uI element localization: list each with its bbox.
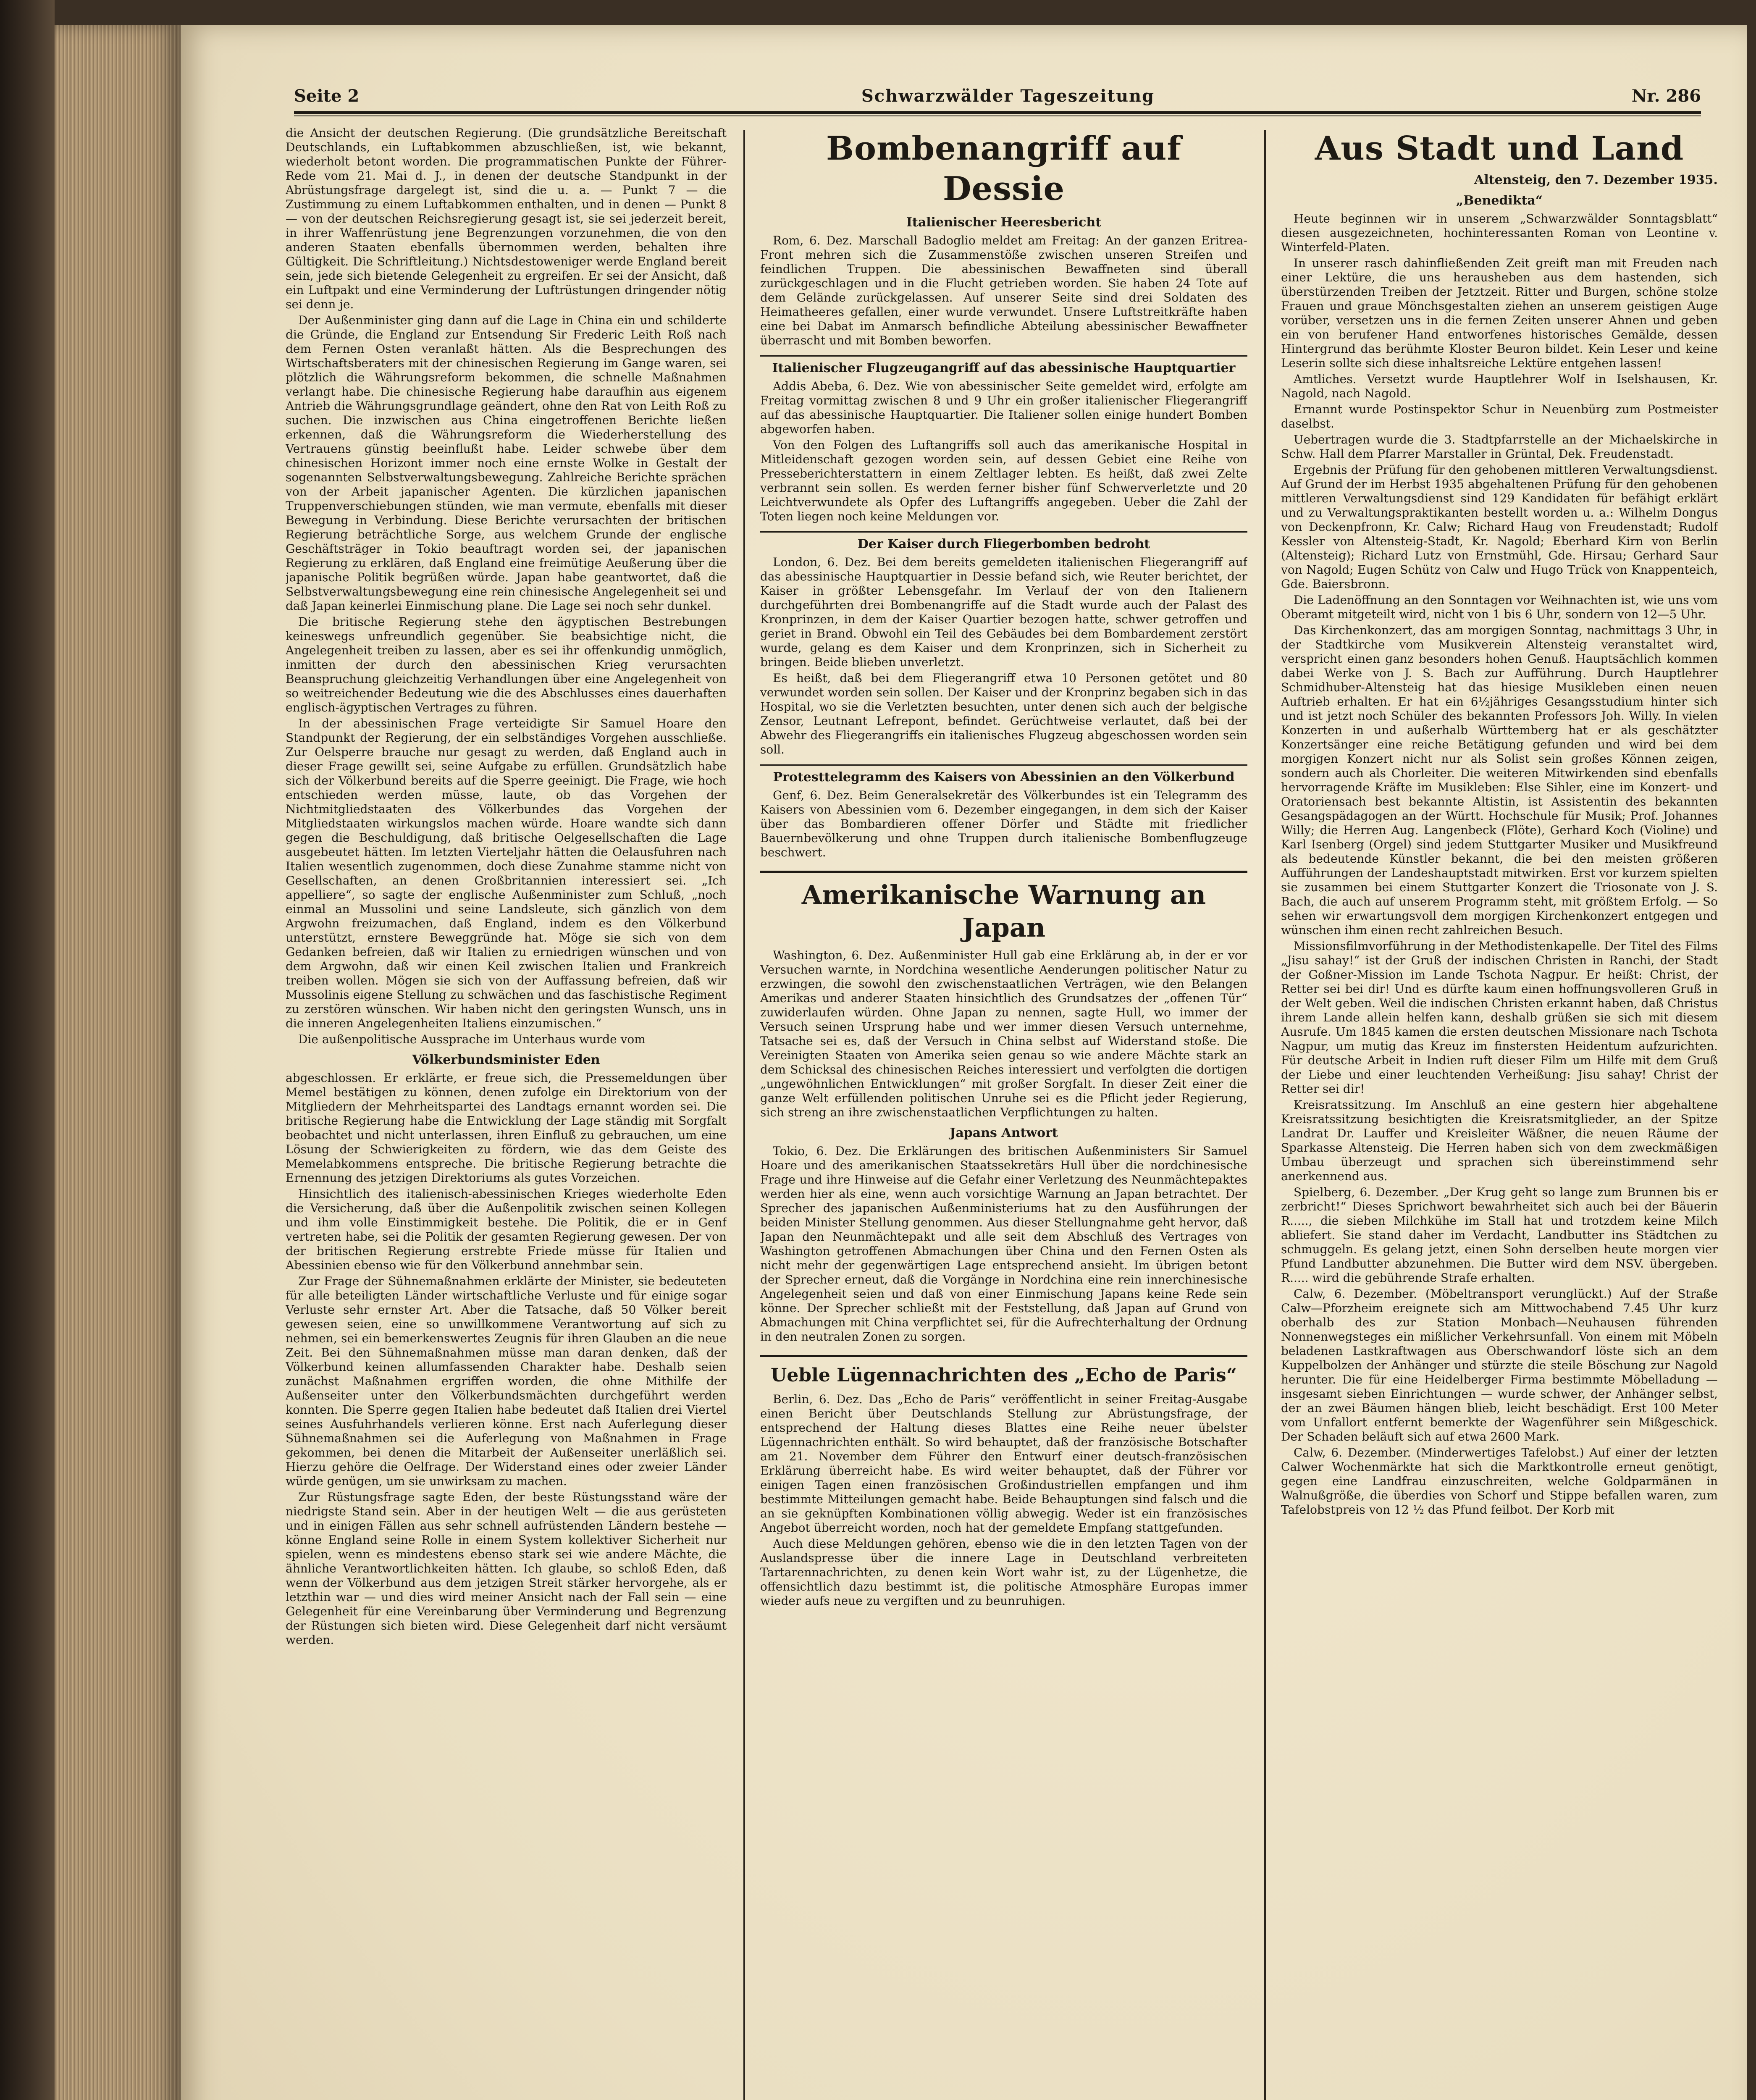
article-paragraph: Tokio, 6. Dez. Die Erklärungen des britischen Außenministers Sir Samuel Hoare und des amerikanischen Staatssekretärs Hull über die nordchinesische Frage und ihre Hinweise auf die Gefahr einer Verletzung des Neunmächtepaktes werden hier als eine, wenn auch vorsichtige Warnung an Japan betrachtet. Der Sprecher des japanischen Außenministeriums hat zu den Ausführungen der beiden Minister Stellung genommen. Aus dieser Stellungnahme geht hervor, daß Japan den Neunmächtepakt und alle seit dem Abschluß des Vertrages von Washington getroffenen Abmachungen über China und den Fernen Osten als nicht mehr der gegenwärtigen Lage entsprechend ansieht. Im übrigen betont der Sprecher erneut, daß die Vorgänge in Nordchina eine rein innerchinesische Angelegenheit seien und daß von einer Einmischung Japans keine Rede sein könne. Der Sprecher schließt mit der Feststellung, daß Japan auf Grund von Abmachungen mit China verpflichtet sei, für die Aufrechterhaltung der Ordnung in den neutralen Zonen zu sorgen. <box>760 1144 1247 1344</box>
subheading: Italienischer Heeresbericht <box>906 215 1102 230</box>
article-paragraph: Die außenpolitische Aussprache im Unterhaus wurde vom <box>298 1032 646 1046</box>
article-paragraph: Von den Folgen des Luftangriffs soll auch das amerikanische Hospital in Mitleidenschaft gezogen worden sein, auf dessen Gebiet eine Reihe von Presseberichterstattern in einem Zeltlager lebten. Es heißt, daß zwei Zelte verbrannt sein sollen. Es werden ferner bisher fünf Schwerverletzte und 20 Leichtverwundete als Opfer des Luftangriffs angegeben. Ueber die Zahl der Toten liegen noch keine Meldungen vor. <box>760 438 1247 523</box>
article-paragraph: Die britische Regierung stehe den ägyptischen Bestrebungen keineswegs unfreundlich gegenüber. Sie beabsichtige nicht, die Angelegenheit treiben zu lassen, aber es sei ihr offenkundig unmöglich, inmitten der durch den abessinischen Krieg verursachten Beanspruchung gleichzeitig Verhandlungen über eine Angelegenheit von so weitreichender Bedeutung wie die des Abschlusses eines dauerhaften englisch-ägyptischen Vertrages zu führen. <box>286 615 727 714</box>
headline: Aus Stadt und Land <box>1315 129 1684 168</box>
article-paragraph: Zur Frage der Sühnemaßnahmen erklärte der Minister, sie bedeuteten für alle beteiligten Länder wirtschaftliche Verluste und für einige sogar Verluste sehr ernster Art. Aber die Tatsache, daß 50 Völker bereit gewesen seien, eine so unwillkommene Verantwortung auf sich zu nehmen, sei ein bemerkenswertes Zeugnis für ihren Glauben an die neue Zeit. Bei den Sühnemaßnahmen müsse man daran denken, daß der Völkerbund keinen allumfassenden Charakter habe. Deshalb seien zunächst Maßnahmen ergriffen worden, die ohne Mithilfe der Außenseiter unter den Völkerbundsmächten durchgeführt werden konnten. Die Sperre gegen Italien habe bedeutet daß Italien drei Viertel seines Ausfuhrhandels verlieren könne. Erst nach Auferlegung dieser Sühnemaßnahmen sei die Auferlegung von Maßnahmen in Frage gekommen, bei denen die Mitarbeit der Außenseiter unerläßlich sei. Hierzu gehöre die Oelfrage. Der Widerstand eines oder zweier Länder würde genügen, um sie unwirksam zu machen. <box>286 1274 727 1488</box>
subheading: „Benedikta“ <box>1456 193 1543 208</box>
article-paragraph: Calw, 6. Dezember. (Möbeltransport verunglückt.) Auf der Straße Calw—Pforzheim ereignete sich am Mittwochabend 7.45 Uhr kurz oberhalb des zur Station Monbach—Neuhausen führenden Nonnenwegsteges ein mißlicher Verkehrsunfall. Von einem mit Möbeln beladenen Lastkraftwagen aus Oberschwandorf löste sich an dem Kuppelbolzen der Anhänger und stürzte die steile Böschung zur Nagold herunter. Die für eine Heidelberger Firma bestimmte Möbelladung — insgesamt sieben Einrichtungen — wurde schwer, der Anhänger selbst, der an zwei Bäumen hängen blieb, leicht beschädigt. Erst 100 Meter vom Unfallort entfernt bemerkte der Wagenführer sein Mißgeschick. Der Schaden beläuft sich auf etwa 2600 Mark. <box>1281 1287 1718 1444</box>
page-header <box>294 86 1701 124</box>
article-paragraph: Genf, 6. Dez. Beim Generalsekretär des Völkerbundes ist ein Telegramm des Kaisers von Abessinien vom 6. Dezember eingegangen, in dem sich der Kaiser über das Bombardieren offener Dörfer und Städte mit friedlicher Bauernbevölkerung und ohne Truppen durch italienische Bombenflugzeuge beschwert. <box>760 788 1247 859</box>
article-paragraph: Auch diese Meldungen gehören, ebenso wie die in den letzten Tagen von der Auslandspresse über die innere Lage in Deutschland verbreiteten Tartarennachrichten, zu denen kein Wort wahr ist, zu der Lügenhetze, die offensichtlich dazu bestimmt ist, die politische Atmosphäre Europas immer wieder aufs neue zu vergiften und zu beunruhigen. <box>760 1537 1247 1608</box>
article-paragraph: Calw, 6. Dezember. (Minderwertiges Tafelobst.) Auf einer der letzten Calwer Wochenmärkte hat sich die Marktkontrolle erneut genötigt, gegen eine Landfrau einzuschreiten, welche Goldparmänen in Walnußgröße, die überdies von Schorf und Stippe befallen waren, zum Tafelobstpreis von 12 ½ das Pfund feilbot. Der Korb mit <box>1281 1446 1718 1517</box>
headline: Amerikanische Warnung an Japan <box>760 871 1247 944</box>
article-paragraph: die Ansicht der deutschen Regierung. (Die grundsätzliche Bereitschaft Deutschlands, ein Luftabkommen abzuschließen, ist, wie bekannt, wiederholt betont worden. Die programmatischen Punkte der Führer-Rede vom 21. Mai d. J., in denen der deutsche Standpunkt in der Abrüstungsfrage dargelegt ist, sind die u. a. — Punkt 7 — die Zustimmung zu einem Luftabkommen enthalten, und in denen — Punkt 8 — von der deutschen Reichsregierung gesagt ist, sie sei jederzeit bereit, in ihrer Waffenrüstung jene Begrenzungen vorzunehmen, die von den anderen Staaten ebenfalls übernommen werden, behalten ihre Gültigkeit. Die Schriftleitung.) Nichtsdestoweniger werde England bereit sein, jede sich bietende Gelegenheit zu ergreifen. Er sei der Ansicht, daß ein Luftpakt und eine Verminderung der Luftrüstungen dringender nötig sei denn je. <box>286 126 727 311</box>
article-paragraph: Der Außenminister ging dann auf die Lage in China ein und schilderte die Gründe, die England zur Entsendung Sir Frederic Leith Roß nach dem Fernen Osten veranlaßt hätten. Als die Besprechungen des Wirtschaftsberaters mit der chinesischen Regierung im Gange waren, sei plötzlich die Währungsreform bekommen, die schnelle Maßnahmen verlangt habe. Die chinesische Regierung habe daraufhin aus eigenem Antrieb die Währungsgrundlage geändert, ohne den Rat von Leith Roß zu suchen. Die inzwischen aus China eingetroffenen Berichte ließen erkennen, daß die Währungsreform die Wiederherstellung des Vertrauens günstig beeinflußt habe. Leider schwebe über dem chinesischen Horizont immer noch eine ernste Wolke in Gestalt der sogenannten Selbstverwaltungsbewegung. Zahlreiche Berichte sprächen von der Arbeit japanischer Agenten. Die kürzlichen japanischen Truppenverschiebungen stünden, wie man vermute, ebenfalls mit dieser Bewegung in Verbindung. Diese Berichte verursachten der britischen Regierung beträchtliche Sorge, aus welchem Grunde der englische Geschäftsträger in Tokio beauftragt worden sei, der japanischen Regierung zu erklären, daß England eine freimütige Aeußerung über die japanische Politik begrüßen würde. Japan habe geantwortet, daß die Selbstverwaltungsbewegung eine rein chinesische Angelegenheit sei und daß Japan keinerlei Einmischung plane. Die Lage sei noch sehr dunkel. <box>286 313 727 613</box>
article-paragraph: Das Kirchenkonzert, das am morgigen Sonntag, nachmittags 3 Uhr, in der Stadtkirche vom Musikverein Altensteig veranstaltet wird, verspricht einen ganz besonders hohen Genuß. Hauptsächlich kommen dabei Werke von J. S. Bach zur Aufführung. Durch Hauptlehrer Schmidhuber-Altensteig hat das hiesige Musikleben einen neuen Auftrieb erhalten. Er hat ein 6½jähriges Gesangsstudium hinter sich und ist jetzt noch Schüler des bekannten Professors Joh. Willy. In vielen Konzerten in und außerhalb Württemberg hat er als geschätzter Konzertsänger eine reiche Betätigung gefunden und wird bei dem morgigen Konzert nicht nur als Solist sein großes Können zeigen, sondern auch als Chorleiter. Die weiteren Mitwirkenden sind ebenfalls hervorragende Kräfte im Musikleben: Else Sihler, eine im Konzert- und Oratoriensach best bekannte Altistin, ist Assistentin des bekannten Gesangspädagogen an der Württ. Hochschule für Musik; Prof. Johannes Willy; die Herren Aug. Langenbeck (Flöte), Gerhard Koch (Violine) und Karl Isenberg (Orgel) sind jedem Stuttgarter Musiker und Musikfreund als bedeutende Künstler bekannt, die bei den meisten größeren Aufführungen der Landeshauptstadt mitwirken. Erst vor kurzem spielten sie zusammen bei einem Stuttgarter Konzert die Triosonate von J. S. Bach, die auch auf unserem Programm steht, mit größtem Erfolg. — So sehen wir erwartungsvoll dem morgigen Kirchenkonzert entgegen und wünschen ihm einen recht zahlreichen Besuch. <box>1281 623 1718 937</box>
article-paragraph: Addis Abeba, 6. Dez. Wie von abessinischer Seite gemeldet wird, erfolgte am Freitag vormittag zwischen 8 und 9 Uhr ein großer italienischer Fliegerangriff auf das abessinische Hauptquartier. Die Italiener sollen einige hundert Bomben abgeworfen haben. <box>760 379 1247 436</box>
newspaper-title: Schwarzwälder Tageszeitung <box>861 86 1155 106</box>
article-paragraph: Washington, 6. Dez. Außenminister Hull gab eine Erklärung ab, in der er vor Versuchen warnte, in Nordchina wesentliche Aenderungen politischer Natur zu erzwingen, die sowohl den zwischenstaatlichen Verträgen, wie den Belangen Amerikas und anderer Staaten hinsichtlich des Grundsatzes der „offenen Tür“ zuwiderlaufen würden. Ohne Japan zu nennen, sagte Hull, wo immer der Versuch seinen Ursprung habe und wer immer diesen Versuch unternehme, Tatsache sei es, daß der Versuch in China selbst auf Widerstand stoße. Die Vereinigten Staaten von Amerika seien genau so wie andere Mächte stark an dem Schicksal des chinesischen Reiches interessiert und verfolgten die dortigen „ungewöhnlichen Entwicklungen“ mit großer Sorgfalt. In dieser Zeit einer die ganze Welt erfüllenden politischen Unruhe sei es die Pflicht jeder Regierung, sich streng an ihre zwischenstaatlichen Verpflichtungen zu halten. <box>760 948 1247 1119</box>
subheading: Japans Antwort <box>950 1126 1058 1140</box>
article-paragraph: Amtliches. Versetzt wurde Hauptlehrer Wolf in Iselshausen, Kr. Nagold, nach Nagold. <box>1281 372 1718 400</box>
article-paragraph: Heute beginnen wir in unserem „Schwarzwälder Sonntagsblatt“ diesen ausgezeichneten, hochinteressanten Roman von Leontine v. Winterfeld-Platen. <box>1281 212 1718 254</box>
article-paragraph: Missionsfilmvorführung in der Methodistenkapelle. Der Titel des Films „Jisu sahay!“ ist der Gruß der indischen Christen in Ranchi, der Stadt der Goßner-Mission im Lande Tschota Nagpur. Er heißt: Christ, der Retter sei bei dir! Und es dürfte kaum einen hoffnungsvolleren Gruß in der Welt geben. Weil die indischen Christen erkannt haben, daß Christus ihrem Lande allein helfen kann, deshalb grüßen sie sich mit diesem Ausrufe. Um 1845 kamen die ersten deutschen Missionare nach Tschota Nagpur, um mutig das Kreuz im finstersten Heidentum aufzurichten. Für deutsche Arbeit in Indien ruft dieser Film um Hilfe mit dem Gruß der Liebe und einer leuchtenden Verheißung: Jisu sahay! Christ der Retter sei dir! <box>1281 939 1718 1096</box>
article-paragraph: Zur Rüstungsfrage sagte Eden, der beste Rüstungsstand wäre der niedrigste Stand sein. Aber in der heutigen Welt — die aus gerüsteten und in einigen Fällen aus sehr schnell aufrüstenden Ländern bestehe — könne England seine Rolle in einem System kollektiver Sicherheit nur spielen, wenn es mindestens ebenso stark sei wie andere Mächte, die ähnliche Verantwortlichkeiten hätten. Ich glaube, so schloß Eden, daß wenn der Völkerbund aus dem jetzigen Streit stärker hervorgehe, als er letzthin war — und dies wird meiner Ansicht nach der Fall sein — eine Gelegenheit für eine Vereinbarung über Verminderung und Begrenzung der Rüstungen sich bieten wird. Diese Gelegenheit darf nicht versäumt werden. <box>286 1490 727 1647</box>
column-3 <box>1281 126 1718 2100</box>
article-paragraph: Rom, 6. Dez. Marschall Badoglio meldet am Freitag: An der ganzen Eritrea-Front mehren sich die Zusammenstöße zwischen unseren Streifen und feindlichen Truppen. Die abessinischen Bewaffneten sind überall zurückgeschlagen und in die Flucht getrieben worden. Sie haben 24 Tote auf dem Gelände zurückgelassen. Auf unserer Seite sind drei Soldaten des Heimatheeres gefallen, einer wurde verwundet. Unsere Luftstreitkräfte haben eine bei Dabat im Anmarsch befindliche Abteilung abessinischer Bewaffneter überrascht und mit Bomben beworfen. <box>760 234 1247 347</box>
column-2 <box>760 126 1247 2100</box>
article-paragraph: Hinsichtlich des italienisch-abessinischen Krieges wiederholte Eden die Versicherung, daß über die Außenpolitik zwischen seinen Kollegen und ihm volle Einstimmigkeit bestehe. Die Politik, die er in Genf vertreten habe, sei die Politik der gesamten Regierung gewesen. Der von der britischen Regierung erstrebte Friede müsse für Italien und Abessinien ebenso wie für den Völkerbund annehmbar sein. <box>286 1187 727 1272</box>
article-paragraph: Es heißt, daß bei dem Fliegerangriff etwa 10 Personen getötet und 80 verwundet worden sein sollen. Der Kaiser und der Kronprinz begaben sich in das Hospital, wo sie die Verletzten besuchten, unter denen sich auch der belgische Zensor, Leutnant Lefrepont, befindet. Gerüchtweise verlautet, daß bei der Abwehr des Fliegerangriffs ein italienisches Flugzeug abgeschossen worden sein soll. <box>760 671 1247 756</box>
headline: Ueble Lügennachrichten des „Echo de Paris“ <box>760 1355 1247 1388</box>
book-spine <box>0 0 55 2100</box>
article-paragraph: Uebertragen wurde die 3. Stadtpfarrstelle an der Michaelskirche in Schw. Hall dem Pfarrer Marstaller in Grüntal, Dek. Freudenstadt. <box>1281 433 1718 461</box>
subheading: Italienischer Flugzeugangriff auf das abessinische Hauptquartier <box>760 355 1247 376</box>
issue-number: Nr. 286 <box>1631 86 1701 106</box>
article-paragraph: In unserer rasch dahinfließenden Zeit greift man mit Freuden nach einer Lektüre, die uns herausheben aus dem hastenden, sich überstürzenden Treiben der Jetztzeit. Ritter und Burgen, schöne stolze Frauen und graue Mönchsgestalten ziehen an unserem geistigen Auge vorüber, versetzen uns in die fernen Zeiten unserer Ahnen und geben ein von berufener Hand entworfenes historisches Gemälde, dessen Hintergrund das berühmte Kloster Beuron bildet. Kein Leser und keine Leserin sollte sich diese inhaltsreiche Lektüre entgehen lassen! <box>1281 256 1718 370</box>
page-edges <box>55 25 181 2100</box>
article-paragraph: Spielberg, 6. Dezember. „Der Krug geht so lange zum Brunnen bis er zerbricht!“ Dieses Sprichwort bewahrheitet sich auch bei der Bäuerin R....., die sieben Milchkühe im Stall hat und trotzdem keine Milch abliefert. Sie stand daher im Verdacht, Landbutter ins Städtchen zu schmuggeln. Es gelang jetzt, einen Sohn derselben heute morgen vier Pfund Landbutter abzunehmen. Die Butter wird dem NSV. übergeben. R..... wird die gebührende Strafe erhalten. <box>1281 1185 1718 1285</box>
header-rule <box>294 111 1701 114</box>
article-paragraph: In der abessinischen Frage verteidigte Sir Samuel Hoare den Standpunkt der Regierung, der ein selbständiges Vorgehen ausschließe. Zur Oelsperre brauche nur gesagt zu werden, daß England auch in dieser Frage gewillt sei, seine Aufgabe zu erfüllen. Grundsätzlich habe sich der Völkerbund bereits auf die Sperre geeinigt. Die Frage, wie hoch entschieden werden müsse, laute, ob das Vorgehen der Nichtmitgliedstaaten des Völkerbundes das Vorgehen der Mitgliedstaaten wirkungslos machen würde. Hoare wandte sich dann gegen die Beschuldigung, daß britische Oelgesellschaften die Lage ausgebeutet hätten. Im letzten Vierteljahr hätten die Oelausfuhren nach Italien wesentlich zugenommen, doch diese Zunahme stamme nicht von Gesellschaften, an denen Großbritannien interessiert sei. „Ich appelliere“, so sagte der englische Außenminister zum Schluß, „noch einmal an Mussolini und seine Landsleute, sich gänzlich von dem Argwohn freizumachen, daß England, indem es den Völkerbund unterstützt, ernstere Beweggründe hat. Möge sie sich von dem Gedanken befreien, daß wir Italien zu erniedrigen wünschen und von dem Argwohn, daß wir einen Keil zwischen Italien und Frankreich treiben wollen. Mögen sie sich von der Auffassung befreien, daß wir Mussolinis eigene Stellung zu schwächen und das faschistische Regiment zu zerstören wünschen. Wir haben nicht den geringsten Wunsch, uns in die inneren Angelegenheiten Italiens einzumischen.“ <box>286 717 727 1030</box>
subheading: Der Kaiser durch Fliegerbomben bedroht <box>760 531 1247 552</box>
subheading: Protesttelegramm des Kaisers von Abessinien an den Völkerbund <box>760 764 1247 785</box>
column-1 <box>286 126 727 2100</box>
article-paragraph: Kreisratssitzung. Im Anschluß an eine gestern hier abgehaltene Kreisratssitzung besichtigten die Kreisratsmitglieder, an der Spitze Landrat Dr. Lauffer und Kreisleiter Wäßner, die neuen Räume der Sparkasse Altensteig. Die Herren haben sich von dem zweckmäßigen Umbau überzeugt und sprachen sich übereinstimmend sehr anerkennend aus. <box>1281 1098 1718 1183</box>
dateline: Altensteig, den 7. Dezember 1935. <box>1474 173 1718 187</box>
article-paragraph: Berlin, 6. Dez. Das „Echo de Paris“ veröffentlicht in seiner Freitag-Ausgabe einen Bericht über Deutschlands Stellung zur Abrüstungsfrage, der entsprechend der Haltung dieses Blattes eine Reihe neuer übelster Lügennachrichten enthält. So wird behauptet, daß der französische Botschafter am 21. November dem Führer den Entwurf einer deutsch-französischen Erklärung überreicht habe. Es wird weiter behauptet, daß der Führer vor einigen Tagen einen französischen Großindustriellen empfangen und ihm bestimmte Mitteilungen gemacht habe. Beide Behauptungen sind falsch und die an sie geknüpften Kombinationen völlig abwegig. Weder ist ein französisches Angebot überreicht worden, noch hat der gemeldete Empfang stattgefunden. <box>760 1392 1247 1535</box>
headline: Bombenangriff auf Dessie <box>826 129 1181 208</box>
column-divider <box>743 130 745 2100</box>
article-paragraph: Die Ladenöffnung an den Sonntagen vor Weihnachten ist, wie uns vom Oberamt mitgeteilt wird, nicht von 1 bis 6 Uhr, sondern von 12—5 Uhr. <box>1281 593 1718 621</box>
article-paragraph: abgeschlossen. Er erklärte, er freue sich, die Pressemeldungen über Memel bestätigen zu können, denen zufolge ein Direktorium von der Mitgliedern der Mehrheitspartei des Landtags ernannt worden sei. Die britische Regierung habe die Entwicklung der Lage ständig mit Sorgfalt beobachtet und nicht unterlassen, ihren Einfluß zu gebrauchen, um eine Lösung der Schwierigkeiten zu fördern, wie das dem Geiste des Memelabkommens entspreche. Die britische Regierung betrachte die Ernennung des jetzigen Direktoriums als gutes Vorzeichen. <box>286 1071 727 1185</box>
subheading: Völkerbundsminister Eden <box>412 1053 600 1067</box>
column-divider <box>1264 130 1266 2100</box>
newspaper-page <box>181 25 1747 2100</box>
article-paragraph: Ernannt wurde Postinspektor Schur in Neuenbürg zum Postmeister daselbst. <box>1281 402 1718 430</box>
article-paragraph: Ergebnis der Prüfung für den gehobenen mittleren Verwaltungsdienst. Auf Grund der im Herbst 1935 abgehaltenen Prüfung für den gehobenen mittleren Verwaltungsdienst sind 129 Kandidaten für befähigt erklärt und zu Verwaltungspraktikanten bestellt worden u. a.: Wilhelm Dongus von Deckenpfronn, Kr. Calw; Richard Haug von Freudenstadt; Rudolf Kessler von Altensteig-Stadt, Kr. Nagold; Eberhard Kirn von Berlin (Altensteig); Richard Lutz von Ernstmühl, Gde. Hirsau; Gerhard Saur von Nagold; Eugen Schütz von Calw und Hugo Trück von Knappenteich, Gde. Baiersbronn. <box>1281 463 1718 591</box>
article-paragraph: London, 6. Dez. Bei dem bereits gemeldeten italienischen Fliegerangriff auf das abessinische Hauptquartier in Dessie befand sich, wie Reuter berichtet, der Kaiser in größter Lebensgefahr. Im Verlauf der von den Italienern durchgeführten drei Bombenangriffe auf die Stadt wurde auch der Palast des Kronprinzen, in dem der Kaiser Quartier bezogen hatte, schwer getroffen und geriet in Brand. Obwohl ein Teil des Gebäudes bei dem Bombardement zerstört wurde, gelang es dem Kaiser und dem Kronprinzen, sich in Sicherheit zu bringen. Beide blieben unverletzt. <box>760 555 1247 669</box>
page-number: Seite 2 <box>294 86 360 106</box>
